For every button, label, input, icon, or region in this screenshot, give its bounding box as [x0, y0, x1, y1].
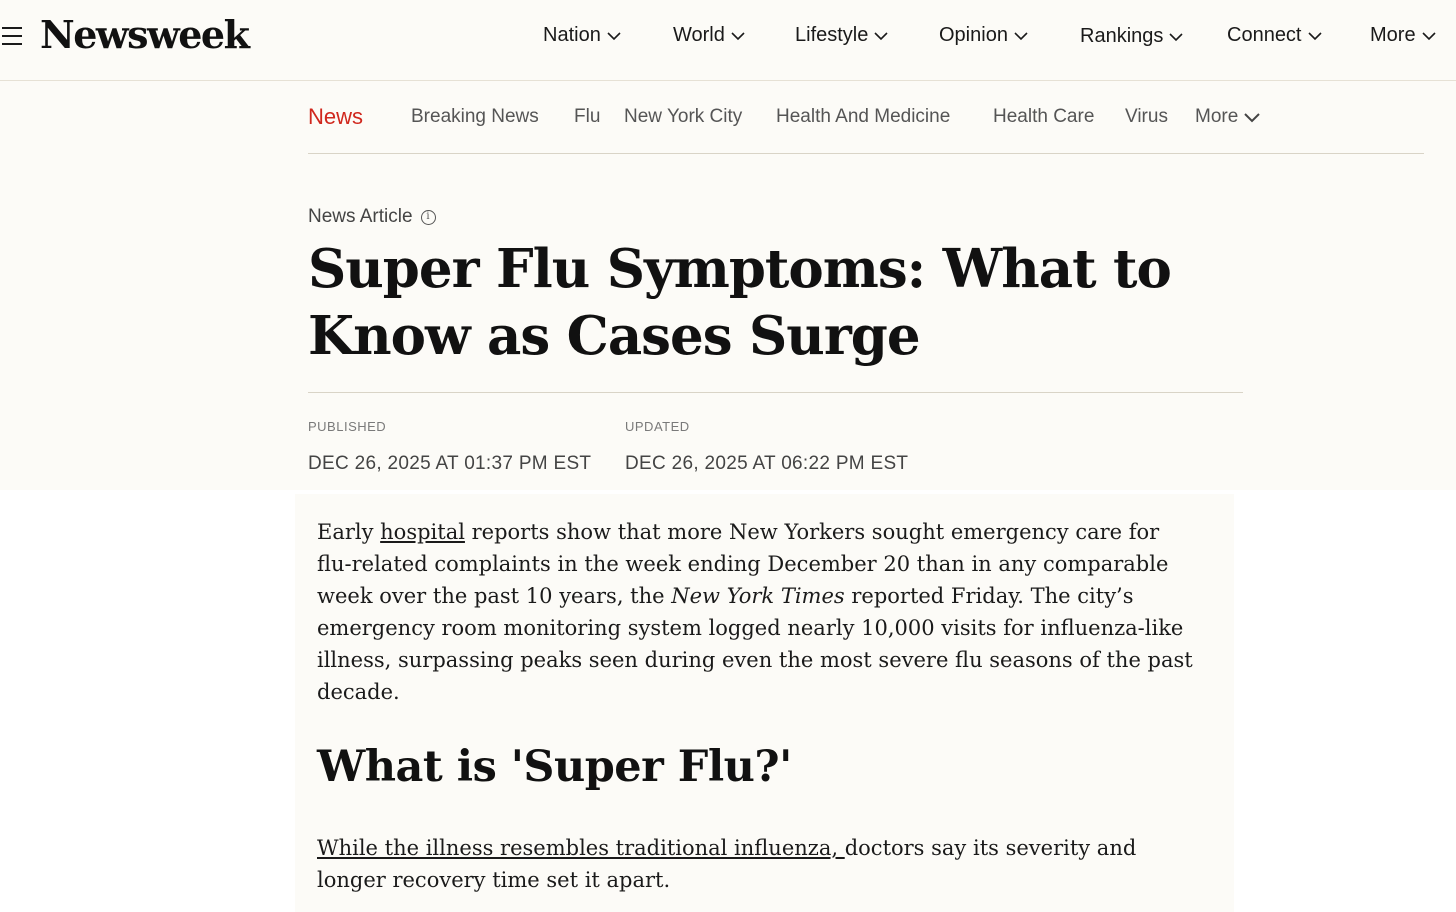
header-divider	[308, 392, 1243, 393]
subnav-item-breaking-news[interactable]: Breaking News	[411, 106, 539, 127]
chevron-down-icon	[1014, 30, 1026, 42]
nav-item-label: Lifestyle	[795, 24, 869, 46]
nav-item-label: More	[1370, 24, 1416, 46]
hospital-link[interactable]: hospital	[380, 520, 465, 544]
nav-item-world[interactable]	[673, 24, 743, 47]
nav-item-rankings[interactable]	[1080, 25, 1181, 48]
nav-item-opinion[interactable]	[939, 24, 1026, 47]
updated-date: DEC 26, 2025 AT 06:22 PM EST	[625, 453, 909, 474]
paragraph-text: Early	[317, 520, 381, 544]
article-paragraph-1	[317, 516, 1197, 708]
article-type-label	[308, 206, 436, 228]
nav-item-label: Rankings	[1080, 25, 1164, 47]
chevron-down-icon	[607, 30, 619, 42]
main-nav	[0, 0, 1456, 81]
paragraph-text: reports show that more New Yorkers sought emergency care for flu-related complaints in the week ending December 20 than in any comparable week over the past 10 years, the	[317, 520, 1169, 608]
top-navigation-bar	[0, 0, 1456, 81]
nav-item-connect[interactable]	[1227, 24, 1320, 47]
section-label[interactable]: News	[308, 104, 364, 129]
subnav-item-flu[interactable]: Flu	[574, 106, 601, 127]
chevron-down-icon	[1169, 31, 1181, 43]
nav-item-label: World	[673, 24, 725, 46]
article-headline: Super Flu Symptoms: What to Know as Cases Surge	[308, 238, 1171, 367]
article-body	[295, 494, 1234, 912]
chevron-down-icon	[1244, 111, 1256, 123]
paragraph-text: doctors say its severity and longer recovery time set it apart.	[317, 836, 1137, 892]
subnav-item-virus[interactable]: Virus	[1125, 106, 1168, 127]
section-nav	[308, 104, 1424, 154]
subnav-item-new-york-city[interactable]: New York City	[624, 106, 743, 127]
subnav-item-health-care[interactable]: Health Care	[993, 106, 1095, 127]
chevron-down-icon	[1308, 30, 1320, 42]
subnav-item-health-and-medicine[interactable]: Health And Medicine	[776, 106, 951, 127]
published-date: DEC 26, 2025 AT 01:37 PM EST	[308, 453, 592, 474]
chevron-down-icon	[731, 30, 743, 42]
nav-item-label: Connect	[1227, 24, 1302, 46]
newsweek-logo[interactable]: Newsweek	[40, 12, 249, 57]
subnav-more-label: More	[1195, 106, 1239, 127]
nav-item-label: Opinion	[939, 24, 1008, 46]
chevron-down-icon	[1422, 30, 1434, 42]
nav-item-nation[interactable]	[543, 24, 619, 47]
influenza-link[interactable]: While the illness resembles traditional influenza,	[317, 836, 845, 860]
article-paragraph-2	[317, 832, 1197, 896]
chevron-down-icon	[874, 30, 886, 42]
subnav-item-more[interactable]	[1195, 106, 1256, 128]
nav-item-lifestyle[interactable]	[795, 24, 886, 47]
published-label: PUBLISHED	[308, 419, 387, 434]
article-type-text: News Article	[308, 206, 413, 227]
updated-label: UPDATED	[625, 419, 690, 434]
nav-item-label: Nation	[543, 24, 601, 46]
article-subheading: What is 'Super Flu?'	[317, 742, 792, 792]
nav-item-more[interactable]	[1370, 24, 1434, 47]
paragraph-text: reported Friday. The city’s emergency room monitoring system logged nearly 10,000 visits for influenza-like illness, surpassing peaks seen during even the most severe flu seasons of the past decade.	[317, 584, 1193, 704]
publication-name: New York Times	[671, 584, 845, 608]
info-icon[interactable]: i	[421, 210, 436, 225]
